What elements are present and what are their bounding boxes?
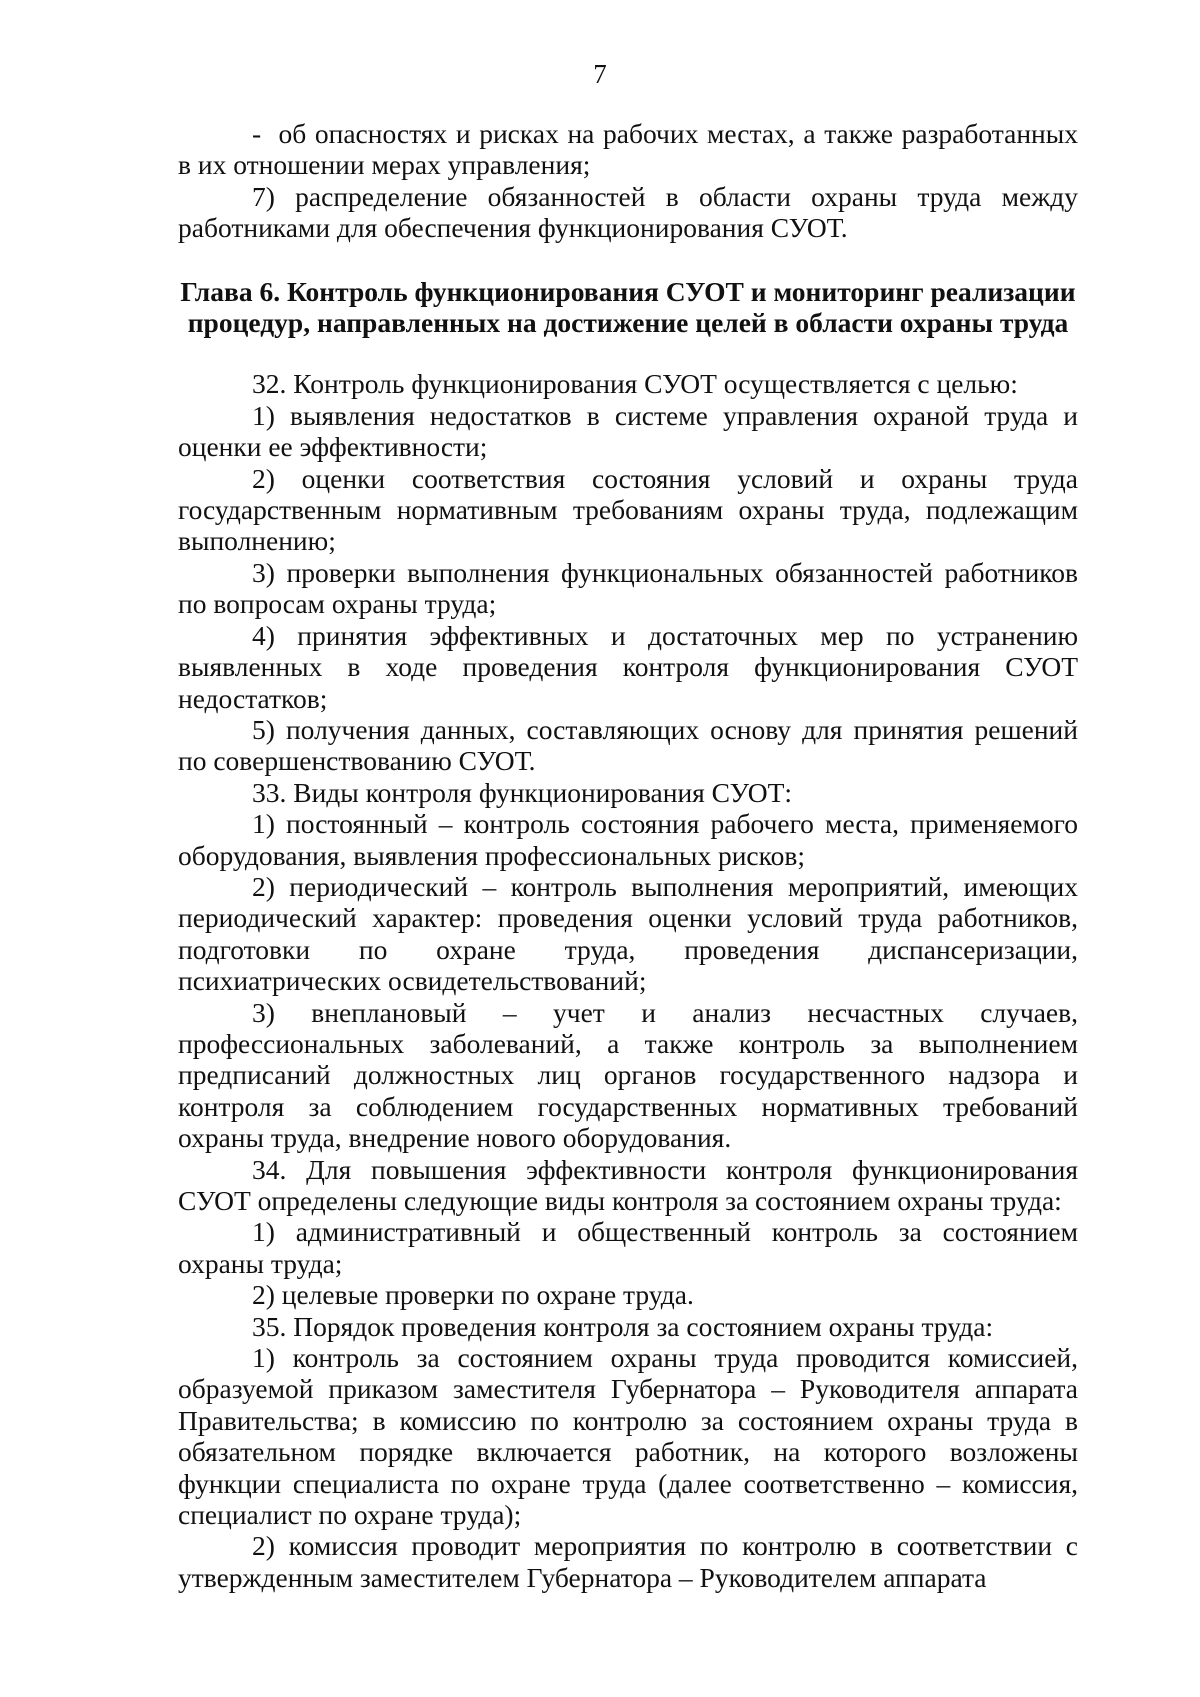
paragraph-32-item-5: 5) получения данных, составляющих основу для принятия решений по совершенствованию СУОТ. <box>178 713 1078 777</box>
paragraph-33-item-2: 2) периодический – контроль выполнения мероприятий, имеющих периодический характер: проведения оценки условий труда работников, подготовки по охране труда, проведения диспансеризации, психиатрических освидетельствований; <box>178 870 1078 997</box>
paragraph-32-item-1: 1) выявления недостатков в системе управления охраной труда и оценки ее эффективности; <box>178 399 1078 463</box>
paragraph-35-item-2: 2) комиссия проводит мероприятия по контролю в соответствии с утвержденным заместителем Губернатора – Руководителем аппарата <box>178 1530 1078 1593</box>
paragraph-35-item-1: 1) контроль за состоянием охраны труда проводится комиссией, образуемой приказом заместителя Губернатора – Руководителя аппарата Правительства; в комиссию по контролю за состоянием охраны труда в обязательном порядке включается работник, на которого возложены функции специалиста по охране труда (далее соответственно – комиссия, специалист по охране труда); <box>178 1342 1078 1531</box>
paragraph-35: 35. Порядок проведения контроля за состоянием охраны труда: <box>252 1310 994 1342</box>
paragraph-32-item-4: 4) принятия эффективных и достаточных мер по устранению выявленных в ходе проведения контроля функционирования СУОТ недостатков; <box>178 619 1078 714</box>
chapter-heading-line-2: процедур, направленных на достижение целей в области охраны труда <box>187 307 1069 339</box>
chapter-heading <box>178 276 1078 339</box>
paragraph-32: 32. Контроль функционирования СУОТ осуществляется с целью: <box>252 368 1018 400</box>
paragraph-32-item-3: 3) проверки выполнения функциональных обязанностей работников по вопросам охраны труда; <box>178 556 1078 620</box>
paragraph-33-item-1: 1) постоянный – контроль состояния рабочего места, применяемого оборудования, выявления профессиональных рисков; <box>178 808 1078 871</box>
paragraph-33-item-3: 3) внеплановый – учет и анализ несчастных случаев, профессиональных заболеваний, а также контроль за выполнением предписаний должностных лиц органов государственного надзора и контроля за соблюдением государственных нормативных требований охраны труда, внедрение нового оборудования. <box>178 996 1078 1154</box>
paragraph-34-item-2: 2) целевые проверки по охране труда. <box>252 1279 694 1311</box>
paragraph-32-item-2: 2) оценки соответствия состояния условий и охраны труда государственным нормативным требованиям охраны труда, подлежащим выполнению; <box>178 462 1078 557</box>
paragraph-hazards: - об опасностях и рисках на рабочих местах, а также разработанных в их отношении мерах управления; <box>178 118 1078 181</box>
page-number: 7 <box>593 59 607 89</box>
paragraph-item-7: 7) распределение обязанностей в области охраны труда между работниками для обеспечения функционирования СУОТ. <box>178 180 1078 244</box>
paragraph-34: 34. Для повышения эффективности контроля функционирования СУОТ определены следующие виды контроля за состоянием охраны труда: <box>178 1153 1078 1216</box>
chapter-heading-line-1: Глава 6. Контроль функционирования СУОТ и мониторинг реализации <box>180 275 1076 307</box>
document-body <box>178 118 1078 1593</box>
paragraph-33: 33. Виды контроля функционирования СУОТ: <box>252 776 793 808</box>
paragraph-34-item-1: 1) административный и общественный контроль за состоянием охраны труда; <box>178 1216 1078 1279</box>
